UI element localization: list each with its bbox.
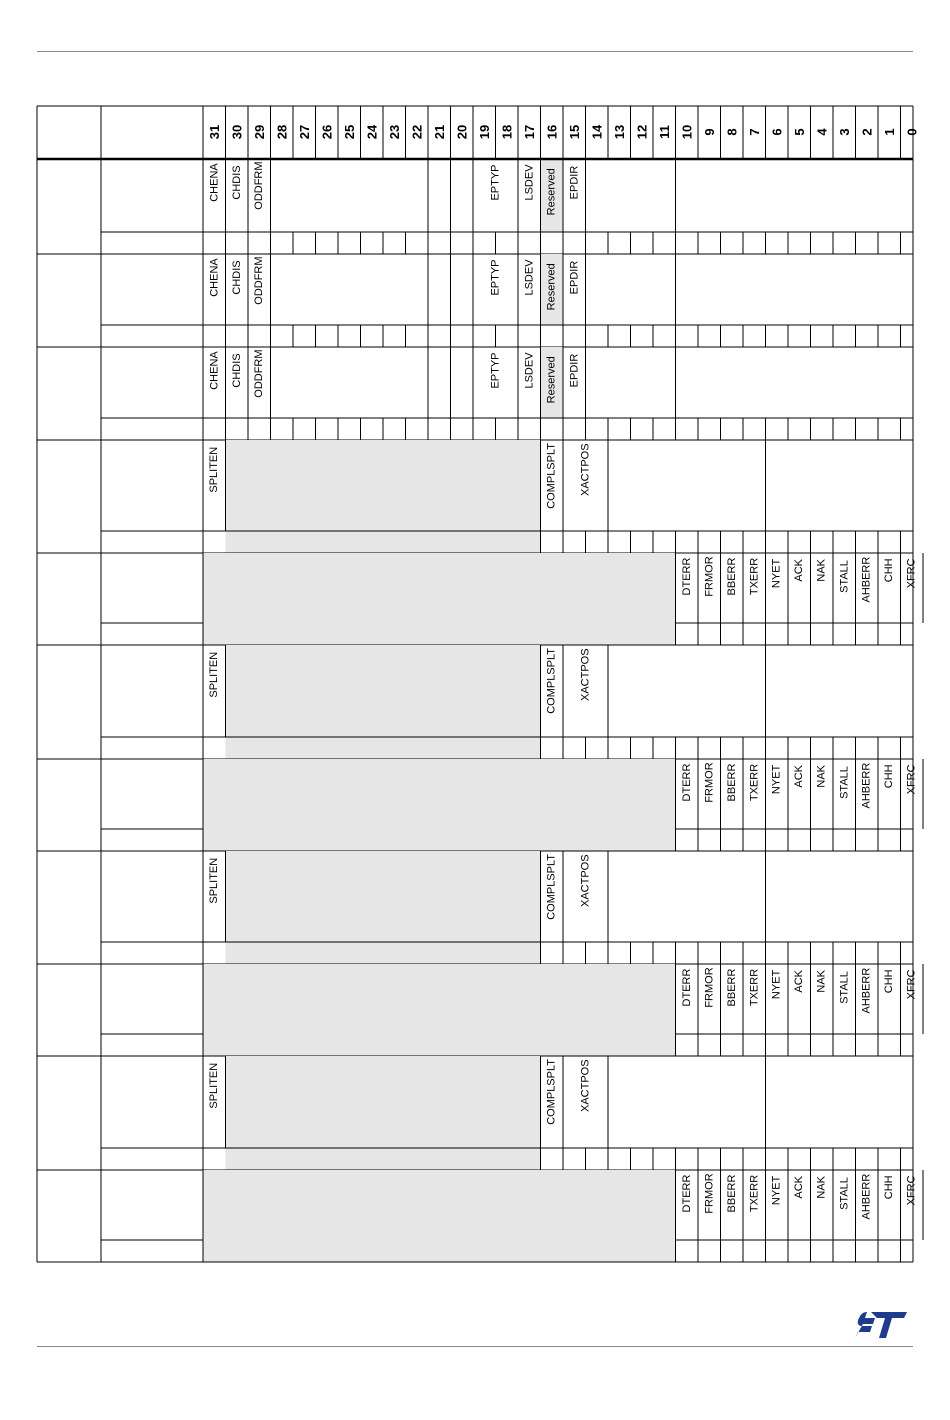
field-label: SPLITEN [208,1062,221,1109]
reserved-block [226,1056,541,1170]
bit-number: 4 [814,128,830,136]
bit-number: 0 [904,128,920,136]
field-label: COMPLSPLT [545,647,558,714]
field-label: FRMOR [703,967,716,1008]
reserved-block [226,645,541,759]
bit-number: 20 [454,124,470,140]
bit-number: 7 [746,128,762,136]
field-label: ODDFRM [253,256,266,305]
field-label: ACK [793,969,806,993]
bit-number: 28 [274,124,290,140]
field-label: STALL [838,1177,851,1210]
field-label: XACTPOS [579,648,592,701]
reserved-block [226,440,541,553]
field-label: CHENA [208,163,221,202]
field-label: FRMOR [703,1173,716,1214]
field-label: COMPLSPLT [545,442,558,509]
field-label: LSDEV [523,352,536,389]
bit-number: 26 [319,124,335,140]
field-label: Reserved [545,263,558,311]
field-label: CHH [883,558,896,583]
field-label: EPDIR [568,165,581,200]
field-label: CHDIS [230,165,243,200]
bit-number: 22 [409,124,425,140]
bit-number: 2 [859,128,875,136]
field-label: SPLITEN [208,446,221,493]
bit-number: 21 [431,124,447,140]
field-label: XFRC [905,969,918,1000]
field-label: Reserved [545,356,558,404]
field-label: COMPLSPLT [545,1058,558,1125]
bit-number: 19 [476,124,492,140]
field-label: ACK [793,1175,806,1199]
field-label: BBERR [725,1174,738,1213]
field-label: AHBERR [860,556,873,603]
reserved-block [203,1170,676,1262]
field-label: TXERR [748,968,761,1007]
field-label: CHH [883,1175,896,1200]
field-label: CHH [883,969,896,994]
bit-number: 17 [521,124,537,140]
field-label: FRMOR [703,556,716,597]
field-label: XACTPOS [579,1059,592,1112]
reserved-block [203,759,676,851]
bit-number: 9 [701,128,717,136]
field-label: EPDIR [568,353,581,388]
bit-number: 18 [499,124,515,140]
bit-number: 1 [881,128,897,136]
field-label: AHBERR [860,1173,873,1220]
field-label: ACK [793,558,806,582]
field-label: SPLITEN [208,651,221,698]
bit-number: 12 [634,124,650,140]
field-label: NYET [770,558,783,589]
bit-number: 6 [769,128,785,136]
bit-number: 29 [251,124,267,140]
field-label: NAK [815,558,828,582]
field-label: FRMOR [703,762,716,803]
bit-number: 25 [341,124,357,140]
field-label: Reserved [545,168,558,216]
field-label: XFRC [905,1175,918,1206]
field-label: ODDFRM [253,161,266,210]
bit-number: 10 [679,124,695,140]
field-label: NAK [815,969,828,993]
st-logo-mark [855,1312,907,1338]
field-label: EPTYP [489,259,502,296]
st-logo [853,1308,909,1342]
field-label: TXERR [748,1174,761,1213]
field-label: ODDFRM [253,349,266,398]
field-label: AHBERR [860,762,873,809]
field-label: LSDEV [523,164,536,201]
field-label: XFRC [905,764,918,795]
bit-number: 14 [589,124,605,140]
bit-number: 24 [364,124,380,140]
field-label: DTERR [680,968,693,1007]
field-label: NYET [770,764,783,795]
reserved-block [203,553,676,645]
field-label: BBERR [725,763,738,802]
field-label: NAK [815,764,828,788]
bit-number: 11 [656,125,672,139]
field-label: CHENA [208,258,221,297]
field-label: BBERR [725,968,738,1007]
field-label: SPLITEN [208,857,221,904]
field-label: NAK [815,1175,828,1199]
field-label: EPTYP [489,164,502,201]
st-logo-text: ST [881,1341,883,1342]
field-label: EPTYP [489,352,502,389]
bit-number: 13 [611,124,627,140]
field-label: DTERR [680,763,693,802]
field-label: STALL [838,766,851,799]
field-label: COMPLSPLT [545,853,558,920]
reserved-block [203,964,676,1056]
field-label: TXERR [748,763,761,802]
field-label: EPDIR [568,260,581,295]
field-label: DTERR [680,557,693,596]
bit-number: 31 [206,124,222,140]
field-label: TXERR [748,557,761,596]
field-label: XFRC [905,558,918,589]
reserved-block [226,851,541,964]
bit-number: 16 [544,124,560,140]
bit-number: 23 [386,124,402,140]
field-label: XACTPOS [579,854,592,907]
bit-number: 3 [836,128,852,136]
field-label: BBERR [725,557,738,596]
field-label: STALL [838,560,851,593]
field-label: LSDEV [523,259,536,296]
field-label: NYET [770,1175,783,1206]
bit-number: 15 [566,124,582,140]
field-label: STALL [838,971,851,1004]
field-label: NYET [770,969,783,1000]
bit-number: 30 [229,124,245,140]
bit-number: 8 [724,128,740,136]
field-label: CHH [883,764,896,789]
field-label: CHENA [208,351,221,390]
field-label: XACTPOS [579,443,592,496]
bit-number: 27 [296,124,312,140]
field-label: AHBERR [860,967,873,1014]
field-label: CHDIS [230,260,243,295]
bit-number: 5 [791,128,807,136]
field-label: CHDIS [230,353,243,388]
field-label: ACK [793,764,806,788]
field-label: DTERR [680,1174,693,1213]
